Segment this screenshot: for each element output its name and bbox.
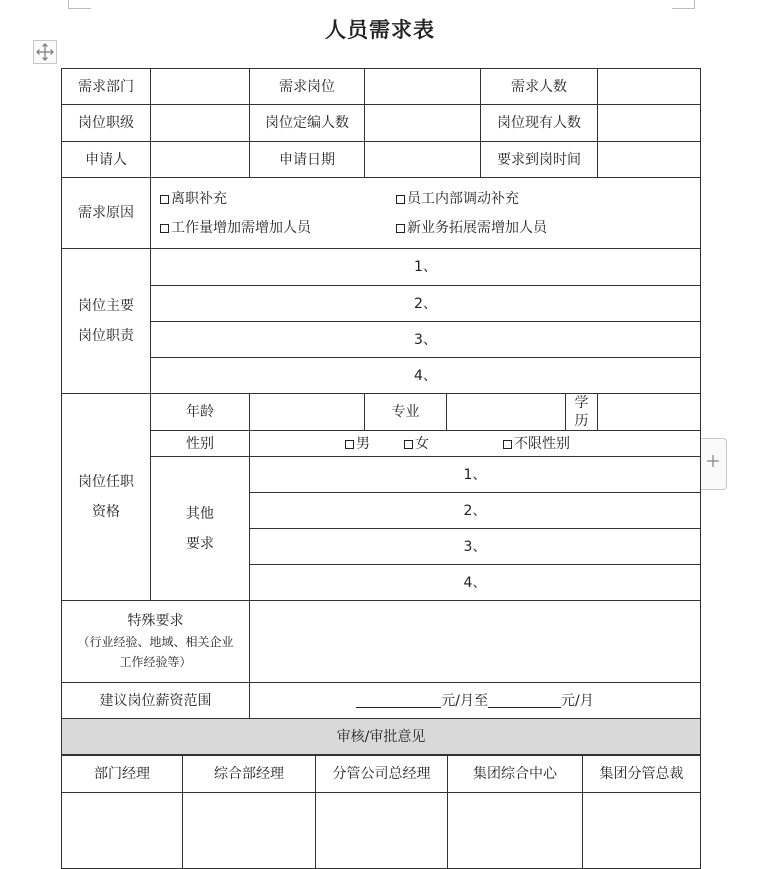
- table-move-handle[interactable]: [33, 40, 57, 64]
- duty-item-1[interactable]: 1、: [151, 249, 701, 286]
- option-new-business[interactable]: 新业务拓展需增加人员: [396, 219, 656, 237]
- duty-item-2[interactable]: 2、: [151, 286, 701, 322]
- label-apply-date: 申请日期: [250, 142, 365, 178]
- salary-mid-text: 元/月至: [441, 692, 488, 709]
- field-age[interactable]: [250, 394, 365, 431]
- approval-header: 审核/审批意见: [62, 719, 701, 755]
- field-quota[interactable]: [365, 105, 481, 142]
- checkbox-icon[interactable]: [160, 224, 169, 233]
- label-gender: 性别: [151, 431, 250, 457]
- label-applicant: 申请人: [62, 142, 151, 178]
- approver-dept-manager: 部门经理: [62, 756, 183, 793]
- field-position[interactable]: [365, 69, 481, 105]
- label-reason: 需求原因: [62, 178, 151, 249]
- option-female[interactable]: 女: [404, 435, 429, 453]
- label-headcount: 需求人数: [481, 69, 598, 105]
- option-workload-increase[interactable]: 工作量增加需增加人员: [160, 219, 396, 237]
- table-row: [62, 142, 701, 178]
- duty-item-4[interactable]: 4、: [151, 358, 701, 394]
- table-row: [62, 69, 701, 105]
- label-salary: 建议岗位薪资范围: [62, 683, 250, 719]
- approver-company-gm: 分管公司总经理: [316, 756, 448, 793]
- option-male[interactable]: 男: [345, 435, 370, 453]
- checkbox-icon[interactable]: [404, 440, 413, 449]
- approval-table: [61, 755, 701, 869]
- table-row: [62, 719, 701, 755]
- page-corner-right: [672, 0, 695, 9]
- label-other-requirements: 其他 要求: [151, 457, 250, 601]
- table-row: [62, 358, 701, 394]
- page-title: 人员需求表: [325, 18, 435, 42]
- field-apply-date[interactable]: [365, 142, 481, 178]
- field-arrival-time[interactable]: [598, 142, 701, 178]
- field-education[interactable]: [598, 394, 701, 431]
- gender-options: [250, 431, 701, 457]
- checkbox-icon[interactable]: [396, 195, 405, 204]
- label-education: 学历: [566, 394, 598, 431]
- label-duties: 岗位主要 岗位职责: [62, 249, 151, 394]
- signature-dept-manager[interactable]: [62, 793, 183, 869]
- approver-admin-manager: 综合部经理: [183, 756, 316, 793]
- checkbox-icon[interactable]: [503, 440, 512, 449]
- label-major: 专业: [365, 394, 447, 431]
- page-corner-left: [68, 0, 91, 9]
- table-row: [62, 249, 701, 286]
- label-arrival-time: 要求到岗时间: [481, 142, 598, 178]
- checkbox-icon[interactable]: [345, 440, 354, 449]
- option-any-gender[interactable]: 不限性别: [503, 435, 570, 453]
- label-position: 需求岗位: [250, 69, 365, 105]
- field-applicant[interactable]: [151, 142, 250, 178]
- field-grade[interactable]: [151, 105, 250, 142]
- field-special[interactable]: [250, 601, 701, 683]
- signature-group-president[interactable]: [583, 793, 701, 869]
- field-dept[interactable]: [151, 69, 250, 105]
- label-dept: 需求部门: [62, 69, 151, 105]
- option-resignation[interactable]: 离职补充: [160, 190, 396, 208]
- other-item-4[interactable]: 4、: [250, 565, 701, 601]
- table-row: [62, 105, 701, 142]
- table-row: [62, 178, 701, 249]
- other-item-2[interactable]: 2、: [250, 493, 701, 529]
- field-headcount[interactable]: [598, 69, 701, 105]
- option-internal-transfer[interactable]: 员工内部调动补充: [396, 190, 656, 208]
- label-age: 年龄: [151, 394, 250, 431]
- table-row: [62, 394, 701, 431]
- label-special: 特殊要求 （行业经验、地域、相关企业 工作经验等）: [62, 601, 250, 683]
- salary-min-input[interactable]: [356, 692, 441, 708]
- field-major[interactable]: [447, 394, 566, 431]
- table-row: [62, 431, 701, 457]
- approver-group-president: 集团分管总裁: [583, 756, 701, 793]
- field-current-count[interactable]: [598, 105, 701, 142]
- table-row: [62, 457, 701, 493]
- move-icon: [34, 41, 56, 63]
- label-qualification: 岗位任职 资格: [62, 394, 151, 601]
- checkbox-icon[interactable]: [396, 224, 405, 233]
- salary-range: [250, 683, 701, 719]
- label-grade: 岗位职级: [62, 105, 151, 142]
- salary-end-text: 元/月: [561, 692, 594, 709]
- duty-item-3[interactable]: 3、: [151, 322, 701, 358]
- signature-company-gm[interactable]: [316, 793, 448, 869]
- signature-admin-manager[interactable]: [183, 793, 316, 869]
- table-row: [62, 322, 701, 358]
- requirement-form-table: [61, 68, 701, 755]
- plus-icon: [706, 454, 720, 468]
- salary-max-input[interactable]: [488, 692, 561, 708]
- add-column-handle[interactable]: [700, 438, 727, 490]
- checkbox-icon[interactable]: [160, 195, 169, 204]
- table-row: [62, 756, 701, 793]
- table-row: [62, 601, 701, 683]
- other-item-3[interactable]: 3、: [250, 529, 701, 565]
- label-quota: 岗位定编人数: [250, 105, 365, 142]
- table-row: [62, 793, 701, 869]
- table-row: [62, 286, 701, 322]
- label-current-count: 岗位现有人数: [481, 105, 598, 142]
- approver-group-center: 集团综合中心: [448, 756, 583, 793]
- reason-options: [151, 178, 701, 249]
- signature-group-center[interactable]: [448, 793, 583, 869]
- other-item-1[interactable]: 1、: [250, 457, 701, 493]
- table-row: [62, 683, 701, 719]
